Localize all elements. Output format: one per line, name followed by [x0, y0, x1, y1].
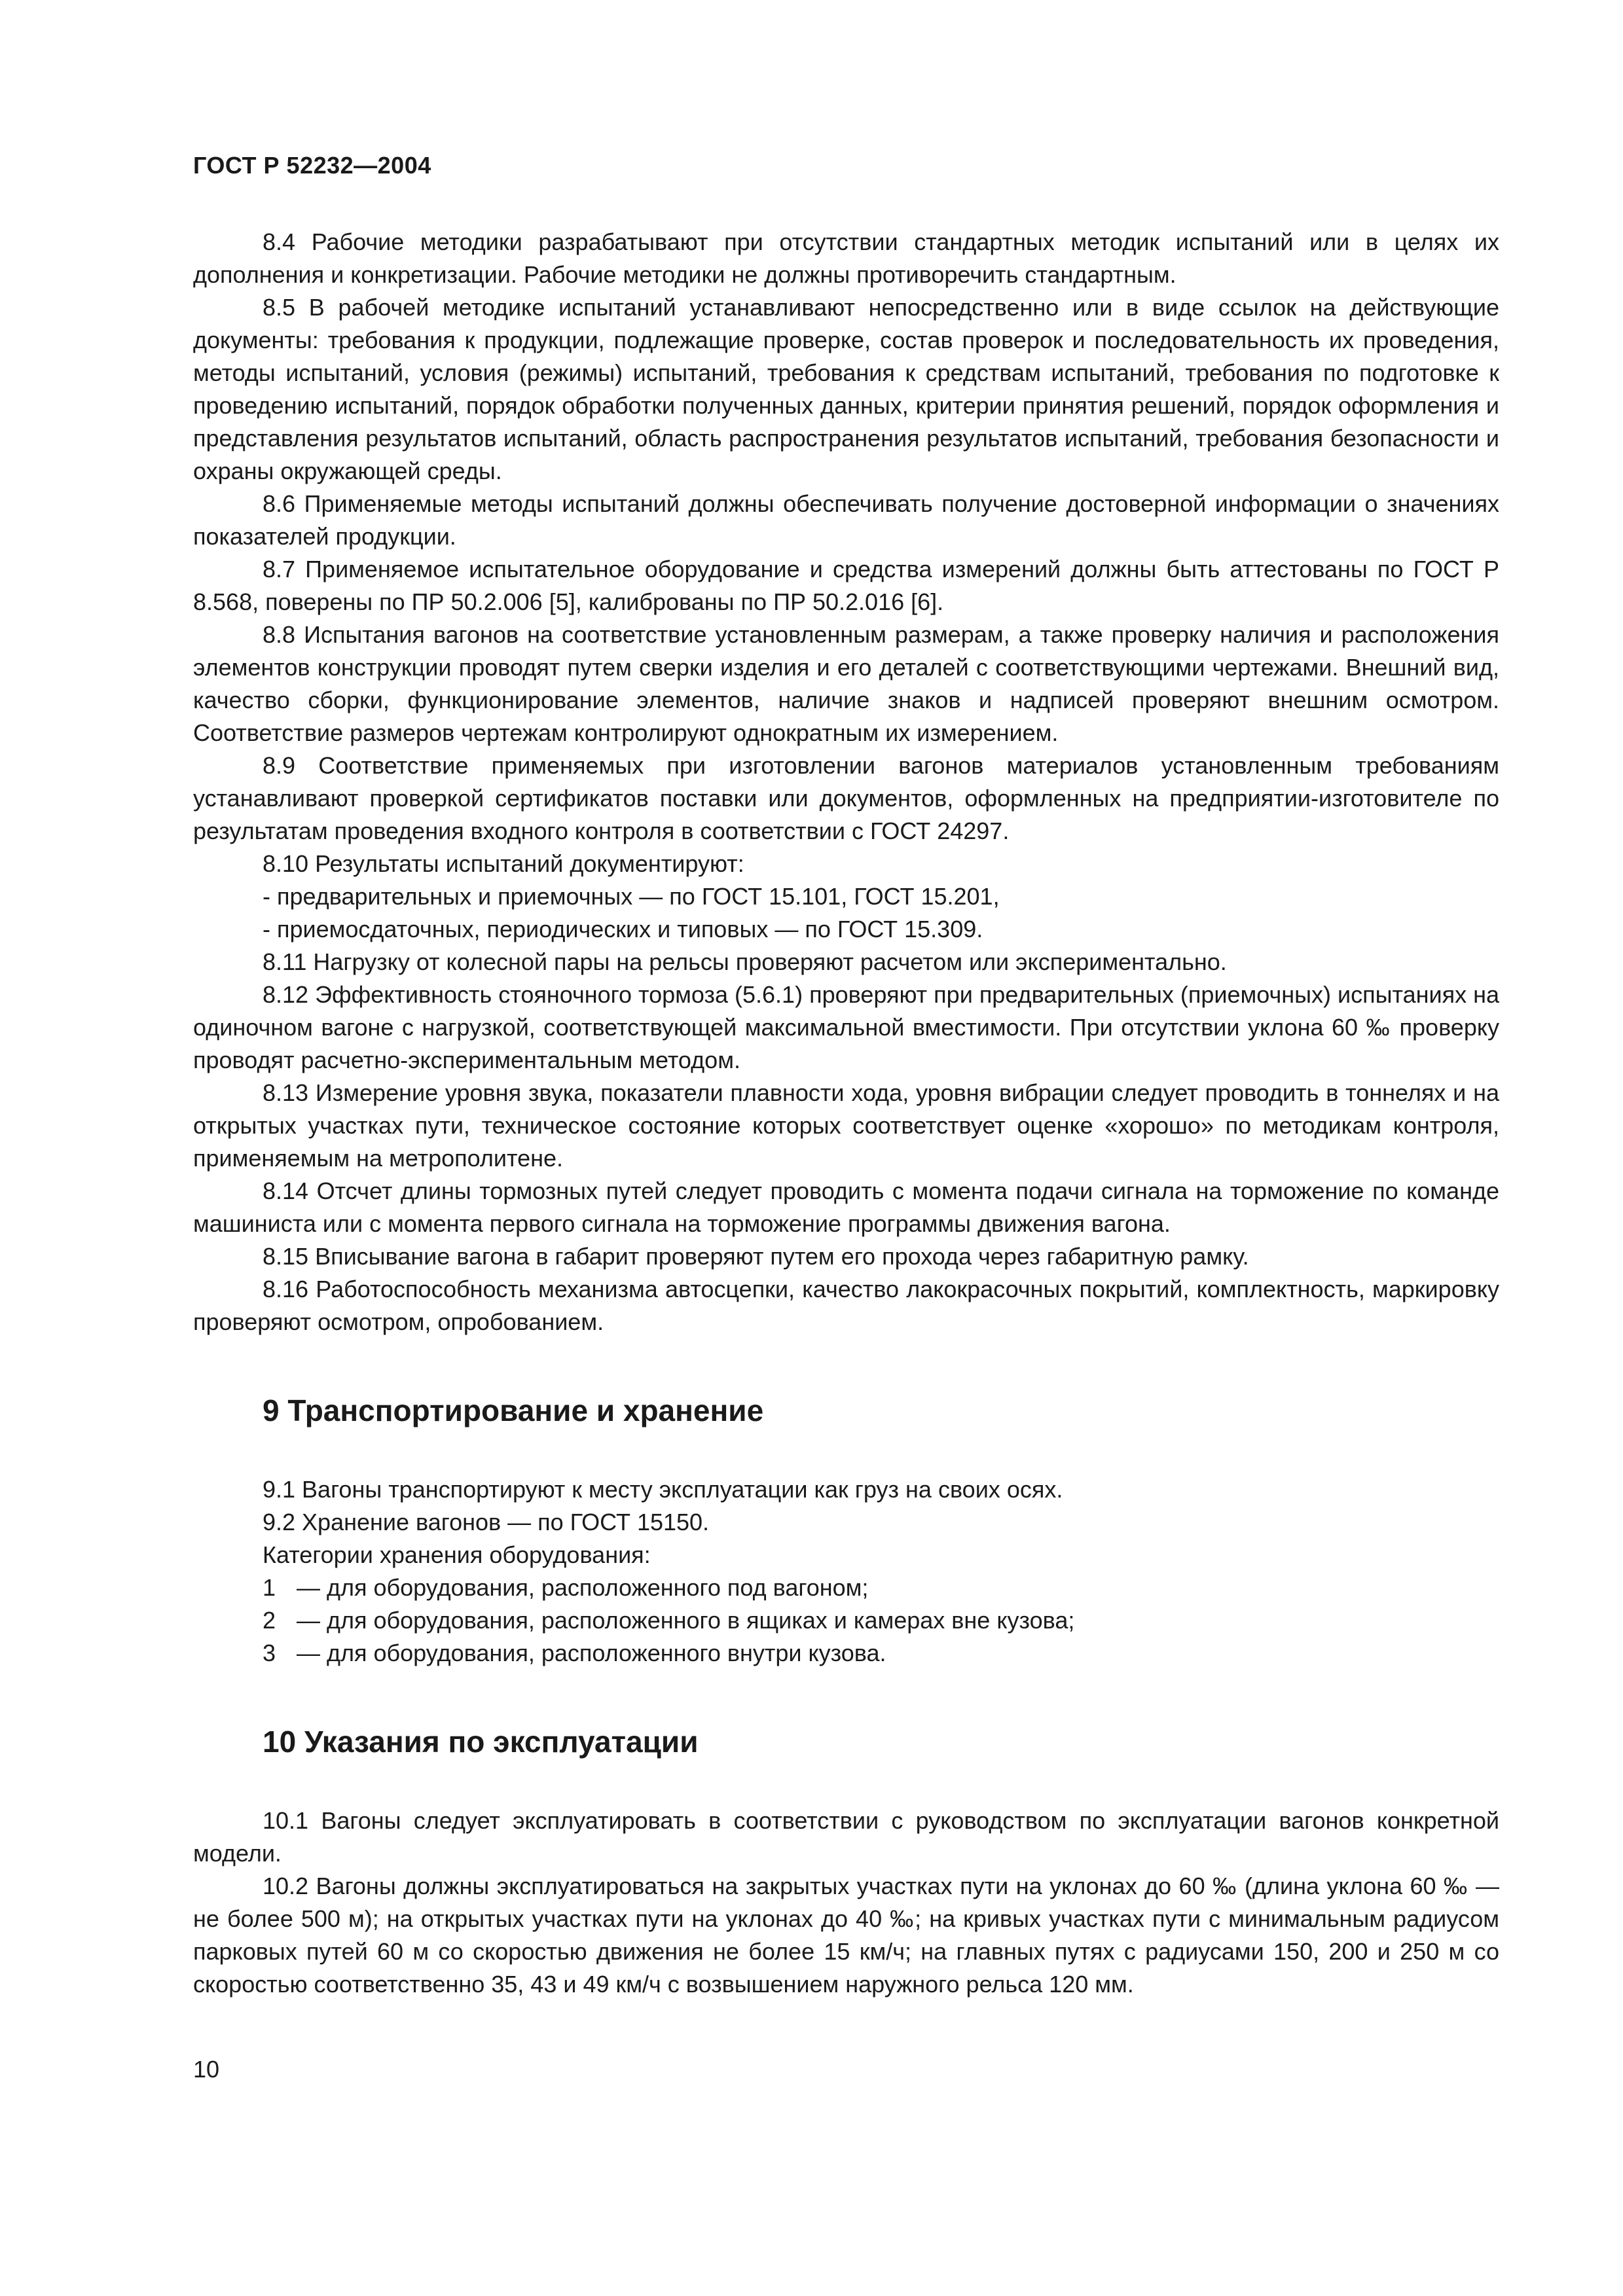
paragraph-8-12: 8.12 Эффективность стояночного тормоза (5.6.1) проверяют при предварительных (приемочных) испытаниях на одиночном вагоне с нагрузкой, соответствующей максимальной вместимости. При отсутствии уклона 60 ‰ проверку проводят расчетно-экспериментальным методом. — [193, 981, 1499, 1073]
paragraph-8-10: 8.10 Результаты испытаний документируют: — [263, 850, 744, 877]
paragraph-10-2: 10.2 Вагоны должны эксплуатироваться на закрытых участках пути на уклонах до 60 ‰ (длина уклона 60 ‰ — не более 500 м); на открытых участках пути на уклонах до 40 ‰; на кривых участках пути с минимальным радиусом парковых путей 60 м со скоростью движения не более 15 км/ч; на главных путях с радиусами 150, 200 и 250 м со скоростью соответственно 35, 43 и 49 км/ч с возвышением наружного рельса 120 мм. — [193, 1873, 1499, 1998]
paragraph-8-9: 8.9 Соответствие применяемых при изготовлении вагонов материалов установленным требованиям устанавливают проверкой сертификатов поставки или документов, оформленных на предприятии-изготовителе по результатам проведения входного контроля в соответствии с ГОСТ 24297. — [193, 752, 1499, 844]
storage-category-number: 2 — [263, 1607, 276, 1634]
page-number: 10 — [193, 2056, 220, 2083]
document-body — [193, 226, 1499, 2001]
paragraph-8-15: 8.15 Вписывание вагона в габарит проверяют путем его прохода через габаритную рамку. — [263, 1243, 1249, 1270]
section-9-title: 9 Транспортирование и хранение — [263, 1393, 764, 1427]
paragraph-8-8: 8.8 Испытания вагонов на соответствие установленным размерам, а также проверку наличия и расположения элементов конструкции проводят путем сверки изделия и его деталей с соответствующими чертежами. Внешний вид, качество сборки, функционирование элементов, наличие знаков и надписей проверяют внешним осмотром. Соответствие размеров чертежам контролируют однократным их измерением. — [193, 621, 1499, 746]
storage-category-text: — для оборудования, расположенного под вагоном; — [297, 1574, 869, 1601]
paragraph-8-4: 8.4 Рабочие методики разрабатывают при отсутствии стандартных методик испытаний или в целях их дополнения и конкретизации. Рабочие методики не должны противоречить стандартным. — [193, 228, 1499, 288]
list-item-8-10-b: - приемосдаточных, периодических и типовых — по ГОСТ 15.309. — [263, 916, 983, 942]
storage-category-item — [193, 1571, 1499, 1604]
storage-category-text: — для оборудования, расположенного в ящиках и камерах вне кузова; — [297, 1607, 1075, 1634]
storage-category-text: — для оборудования, расположенного внутри кузова. — [297, 1640, 886, 1666]
paragraph-8-6: 8.6 Применяемые методы испытаний должны обеспечивать получение достоверной информации о значениях показателей продукции. — [193, 490, 1499, 550]
storage-category-item — [193, 1637, 1499, 1670]
paragraph-8-14: 8.14 Отсчет длины тормозных путей следует проводить с момента подачи сигнала на торможение по команде машиниста или с момента первого сигнала на торможение программы движения вагона. — [193, 1177, 1499, 1237]
list-item-8-10-a: - предварительных и приемочных — по ГОСТ 15.101, ГОСТ 15.201, — [263, 883, 1000, 910]
storage-categories-intro: Категории хранения оборудования: — [263, 1541, 651, 1568]
paragraph-8-13: 8.13 Измерение уровня звука, показатели плавности хода, уровня вибрации следует проводить в тоннелях и на открытых участках пути, техническое состояние которых соответствует оценке «хорошо» по методикам контроля, применяемым на метрополитене. — [193, 1079, 1499, 1172]
paragraph-9-2: 9.2 Хранение вагонов — по ГОСТ 15150. — [263, 1509, 710, 1535]
document-standard-header: ГОСТ Р 52232—2004 — [193, 152, 431, 179]
storage-category-item — [193, 1604, 1499, 1637]
paragraph-8-16: 8.16 Работоспособность механизма автосцепки, качество лакокрасочных покрытий, комплектность, маркировку проверяют осмотром, опробованием. — [193, 1276, 1499, 1335]
paragraph-10-1: 10.1 Вагоны следует эксплуатировать в соответствии с руководством по эксплуатации вагонов конкретной модели. — [193, 1807, 1499, 1867]
paragraph-9-1: 9.1 Вагоны транспортируют к месту эксплуатации как груз на своих осях. — [263, 1476, 1063, 1503]
paragraph-8-11: 8.11 Нагрузку от колесной пары на рельсы проверяют расчетом или экспериментально. — [263, 948, 1227, 975]
storage-category-number: 3 — [263, 1640, 276, 1666]
section-10-title: 10 Указания по эксплуатации — [263, 1725, 699, 1759]
paragraph-8-5: 8.5 В рабочей методике испытаний устанавливают непосредственно или в виде ссылок на действующие документы: требования к продукции, подлежащие проверке, состав проверок и последовательность их проведения, методы испытаний, условия (режимы) испытаний, требования к средствам испытаний, требования по подготовке к проведению испытаний, порядок обработки полученных данных, критерии принятия решений, порядок оформления и представления результатов испытаний, область распространения результатов испытаний, требования безопасности и охраны окружающей среды. — [193, 294, 1499, 484]
paragraph-8-7: 8.7 Применяемое испытательное оборудование и средства измерений должны быть аттестованы по ГОСТ Р 8.568, поверены по ПР 50.2.006 [5], калиброваны по ПР 50.2.016 [6]. — [193, 556, 1499, 615]
storage-category-number: 1 — [263, 1574, 276, 1601]
